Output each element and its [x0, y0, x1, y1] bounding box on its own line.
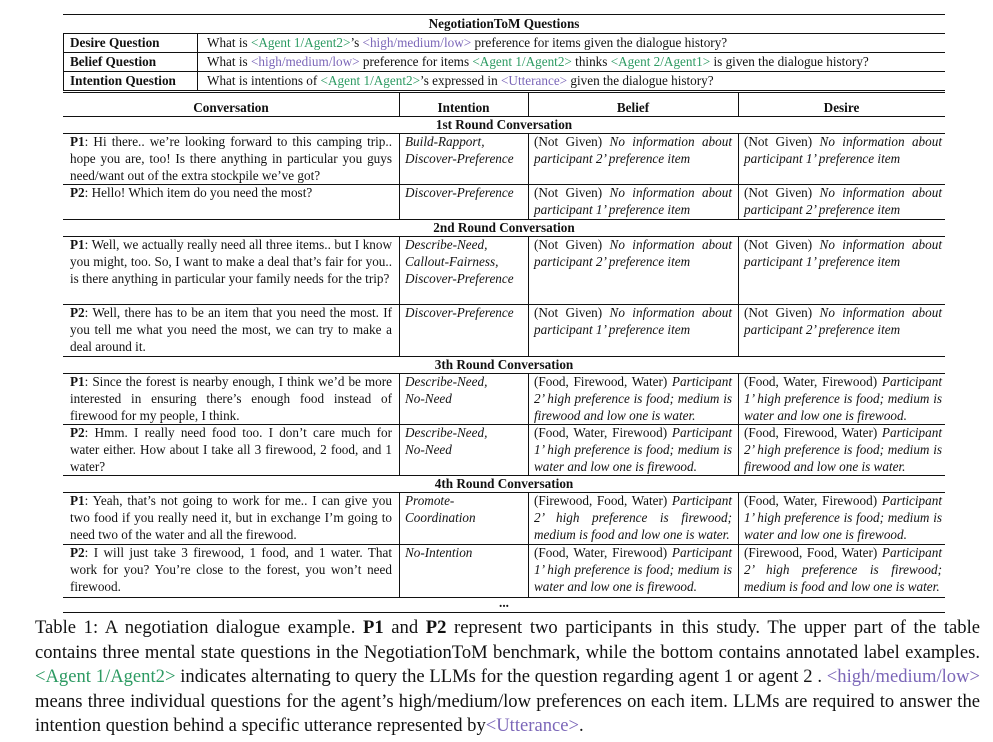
- column-rule: [528, 133, 529, 184]
- conversation-cell: [70, 373, 392, 424]
- belief-description: Participant 2’ high preference is food; medium is firewood and low one is water.: [534, 374, 732, 423]
- desire-description: No information about participant 1’ preference item: [744, 237, 942, 269]
- conversation-cell: [70, 133, 392, 184]
- desire-order: (Food, Firewood, Water): [744, 425, 882, 440]
- intention-cell: [405, 304, 525, 321]
- desire-cell: [744, 304, 942, 338]
- belief-order: (Not Given): [534, 237, 610, 252]
- speaker-label: P2: [70, 305, 85, 320]
- placeholder-token: <Agent 1/Agent2>: [320, 73, 421, 88]
- desire-order: (Firewood, Food, Water): [744, 545, 882, 560]
- column-rule: [738, 93, 739, 116]
- conversation-cell: [70, 492, 392, 543]
- belief-description: Participant 1’ high preference is food; medium is water and low one is firewood.: [534, 545, 732, 594]
- desire-order: (Not Given): [744, 134, 820, 149]
- desire-cell: [744, 492, 942, 543]
- belief-order: (Not Given): [534, 305, 610, 320]
- round-title: 2nd Round Conversation: [433, 220, 575, 235]
- conversation-cell: [70, 304, 392, 355]
- utterance-text: : Hello! Which item do you need the most?: [84, 185, 313, 200]
- utterance-text: : Yeah, that’s not going to work for me.. I can give you two food if you really need it, but in exchange I’m going to need two of the water and all the firewood.: [70, 493, 392, 542]
- column-rule: [738, 373, 739, 424]
- rule: [63, 14, 945, 15]
- question-text: [207, 53, 869, 70]
- column-header: Belief: [616, 100, 650, 115]
- belief-order: (Firewood, Food, Water): [534, 493, 672, 508]
- desire-cell: [744, 373, 942, 424]
- column-rule: [399, 93, 400, 116]
- intention-label: No-Intention: [405, 545, 473, 560]
- belief-cell: [534, 184, 732, 218]
- column-rule: [399, 236, 400, 304]
- column-rule: [399, 133, 400, 184]
- intention-label: No-Need: [405, 442, 452, 457]
- desire-cell: [744, 544, 942, 595]
- conversation-cell: [70, 184, 392, 201]
- intention-label: Coordination: [405, 510, 476, 525]
- belief-description: No information about participant 1’ preference item: [534, 185, 732, 217]
- column-rule: [738, 424, 739, 475]
- desire-description: No information about participant 1’ preference item: [744, 134, 942, 166]
- placeholder-token: <Agent 1/Agent2>: [250, 35, 351, 50]
- column-rule: [528, 184, 529, 219]
- desire-cell: [744, 236, 942, 270]
- column-rule: [738, 184, 739, 219]
- intention-cell: [405, 184, 525, 201]
- question-fragment: preference for items: [359, 54, 473, 69]
- caption-fragment: indicates alternating to query the LLMs for the question regarding agent 1 or agent 2 .: [175, 666, 827, 687]
- belief-description: No information about participant 2’ preference item: [534, 237, 732, 269]
- column-rule: [399, 184, 400, 219]
- desire-description: No information about participant 2’ preference item: [744, 305, 942, 337]
- rule: [63, 612, 945, 613]
- desire-cell: [744, 133, 942, 167]
- speaker-label: P1: [70, 134, 85, 149]
- belief-cell: [534, 133, 732, 167]
- question-label: Desire Question: [70, 35, 160, 50]
- belief-order: (Not Given): [534, 185, 610, 200]
- column-rule: [399, 492, 400, 544]
- column-rule: [528, 93, 529, 116]
- placeholder-token: <Agent 2/Agent1>: [610, 54, 711, 69]
- column-rule: [528, 304, 529, 356]
- desire-order: (Not Given): [744, 185, 820, 200]
- column-rule: [738, 133, 739, 184]
- placeholder-token: <high/medium/low>: [826, 666, 980, 687]
- desire-cell: [744, 184, 942, 218]
- intention-label: Describe-Need,: [405, 425, 488, 440]
- belief-cell: [534, 544, 732, 595]
- question-fragment: ’s expressed in: [420, 73, 501, 88]
- desire-order: (Food, Water, Firewood): [744, 374, 882, 389]
- column-rule: [399, 373, 400, 424]
- ellipsis: ...: [499, 595, 509, 610]
- column-rule: [528, 236, 529, 304]
- belief-description: No information about participant 1’ preference item: [534, 305, 732, 337]
- placeholder-token: <Utterance>: [500, 73, 568, 88]
- question-fragment: What is: [207, 54, 251, 69]
- column-rule: [399, 424, 400, 475]
- participant-label: P2: [425, 617, 447, 638]
- conversation-cell: [70, 544, 392, 595]
- utterance-text: : Well, there has to be an item that you need the most. If you tell me what you need the most, we can try to make a deal around it.: [70, 305, 392, 354]
- intention-label: Discover-Preference: [405, 305, 514, 320]
- caption-fragment: means three individual questions for the agent’s high/medium/low preferences on each item. LLMs are required to answer the intention question behind a specific utterance represented by: [35, 690, 980, 736]
- placeholder-token: <high/medium/low>: [362, 35, 472, 50]
- desire-order: (Food, Water, Firewood): [744, 493, 882, 508]
- question-label: Intention Question: [70, 73, 176, 88]
- column-rule: [197, 33, 198, 90]
- question-fragment: ’s: [350, 35, 363, 50]
- belief-order: (Food, Firewood, Water): [534, 374, 672, 389]
- conversation-cell: [70, 424, 392, 475]
- speaker-label: P1: [70, 493, 85, 508]
- belief-description: Participant 2’ high preference is firewood; medium is food and low one is water.: [534, 493, 732, 542]
- question-fragment: What is: [207, 35, 251, 50]
- column-rule: [738, 236, 739, 304]
- caption-fragment: .: [578, 715, 584, 736]
- utterance-text: : Well, we actually really need all three items.. but I know you might, too. So, I want to make a deal that’s fair for you.. is there anything in particular your family needs for the trip?: [70, 237, 392, 286]
- column-rule: [399, 544, 400, 597]
- intention-cell: [405, 544, 525, 561]
- desire-order: (Not Given): [744, 305, 820, 320]
- intention-label: Promote-: [405, 493, 455, 508]
- speaker-label: P2: [70, 545, 85, 560]
- caption-fragment: and: [383, 617, 426, 638]
- question-fragment: What is intentions of: [207, 73, 321, 88]
- question-text: [207, 34, 727, 51]
- intention-label: Describe-Need,: [405, 374, 488, 389]
- belief-cell: [534, 492, 732, 543]
- table-caption: [35, 616, 980, 739]
- speaker-label: P1: [70, 374, 85, 389]
- question-label: Belief Question: [70, 54, 157, 69]
- table-title: NegotiationToM Questions: [428, 16, 580, 31]
- round-title: 4th Round Conversation: [434, 476, 574, 491]
- speaker-label: P2: [70, 185, 85, 200]
- desire-description: Participant 2’ high preference is firewood; medium is food and low one is water.: [744, 545, 942, 594]
- intention-label: Callout-Fairness,: [405, 254, 499, 269]
- column-header: Conversation: [193, 100, 269, 115]
- intention-label: Describe-Need,: [405, 237, 488, 252]
- caption-fragment: represent two participants in this study. The upper part of the table contains three mental state questions in the NegotiationToM benchmark, while the bottom contains annotated label examples.: [35, 617, 980, 663]
- utterance-text: : Hi there.. we’re looking forward to this camping trip.. hope you are, too! Is there anything in particular you guys need/want out of the extra stockpile we’ve got?: [70, 134, 392, 183]
- placeholder-token: <Agent 1/Agent2>: [35, 666, 176, 687]
- placeholder-token: <Utterance>: [485, 715, 579, 736]
- intention-cell: [405, 424, 525, 458]
- belief-description: Participant 1’ high preference is food; medium is water and low one is firewood.: [534, 425, 732, 474]
- intention-cell: [405, 373, 525, 407]
- question-fragment: given the dialogue history?: [567, 73, 714, 88]
- speaker-label: P1: [70, 237, 85, 252]
- intention-label: No-Need: [405, 391, 452, 406]
- question-fragment: is given the dialogue history?: [710, 54, 869, 69]
- desire-cell: [744, 424, 942, 475]
- column-header: Intention: [437, 100, 490, 115]
- column-rule: [528, 424, 529, 475]
- intention-label: Discover-Preference: [405, 185, 514, 200]
- caption-fragment: Table 1: A negotiation dialogue example.: [35, 617, 363, 638]
- round-title: 3th Round Conversation: [434, 357, 574, 372]
- question-text: [207, 72, 714, 89]
- intention-label: Discover-Preference: [405, 271, 514, 286]
- column-rule: [528, 373, 529, 424]
- desire-description: Participant 1’ high preference is food; medium is water and low one is firewood.: [744, 493, 942, 542]
- column-rule: [63, 33, 64, 90]
- column-header: Desire: [823, 100, 860, 115]
- desire-description: No information about participant 2’ preference item: [744, 185, 942, 217]
- utterance-text: : Since the forest is nearby enough, I think we’d be more interested in ensuring there’s enough food instead of firewood for my people, I think.: [70, 374, 392, 423]
- belief-description: No information about participant 2’ preference item: [534, 134, 732, 166]
- intention-label: Discover-Preference: [405, 151, 514, 166]
- intention-cell: [405, 236, 525, 287]
- question-fragment: preference for items given the dialogue history?: [471, 35, 728, 50]
- desire-order: (Not Given): [744, 237, 820, 252]
- desire-description: Participant 1’ high preference is food; medium is water and low one is firewood.: [744, 374, 942, 423]
- desire-description: Participant 2’ high preference is food; medium is firewood and low one is water.: [744, 425, 942, 474]
- column-rule: [738, 304, 739, 356]
- rule: [63, 90, 945, 91]
- belief-order: (Not Given): [534, 134, 610, 149]
- intention-cell: [405, 133, 525, 167]
- column-rule: [738, 544, 739, 597]
- intention-cell: [405, 492, 525, 526]
- belief-cell: [534, 373, 732, 424]
- belief-cell: [534, 236, 732, 270]
- intention-label: Build-Rapport,: [405, 134, 485, 149]
- column-rule: [738, 492, 739, 544]
- participant-label: P1: [362, 617, 384, 638]
- belief-order: (Food, Water, Firewood): [534, 545, 672, 560]
- column-rule: [528, 544, 529, 597]
- belief-cell: [534, 424, 732, 475]
- conversation-cell: [70, 236, 392, 287]
- column-rule: [528, 492, 529, 544]
- rule: [63, 92, 945, 93]
- placeholder-token: <high/medium/low>: [250, 54, 360, 69]
- belief-cell: [534, 304, 732, 338]
- belief-order: (Food, Water, Firewood): [534, 425, 672, 440]
- column-rule: [399, 304, 400, 356]
- question-fragment: thinks: [571, 54, 611, 69]
- utterance-text: : Hmm. I really need food too. I don’t care much for water either. How about I take all 3 firewood, 2 food, and 1 water?: [70, 425, 392, 474]
- round-title: 1st Round Conversation: [435, 117, 573, 132]
- placeholder-token: <Agent 1/Agent2>: [472, 54, 572, 69]
- utterance-text: : I will just take 3 firewood, 1 food, and 1 water. That work for you? You’re close to the forest, you won’t need firewood.: [70, 545, 392, 594]
- speaker-label: P2: [70, 425, 85, 440]
